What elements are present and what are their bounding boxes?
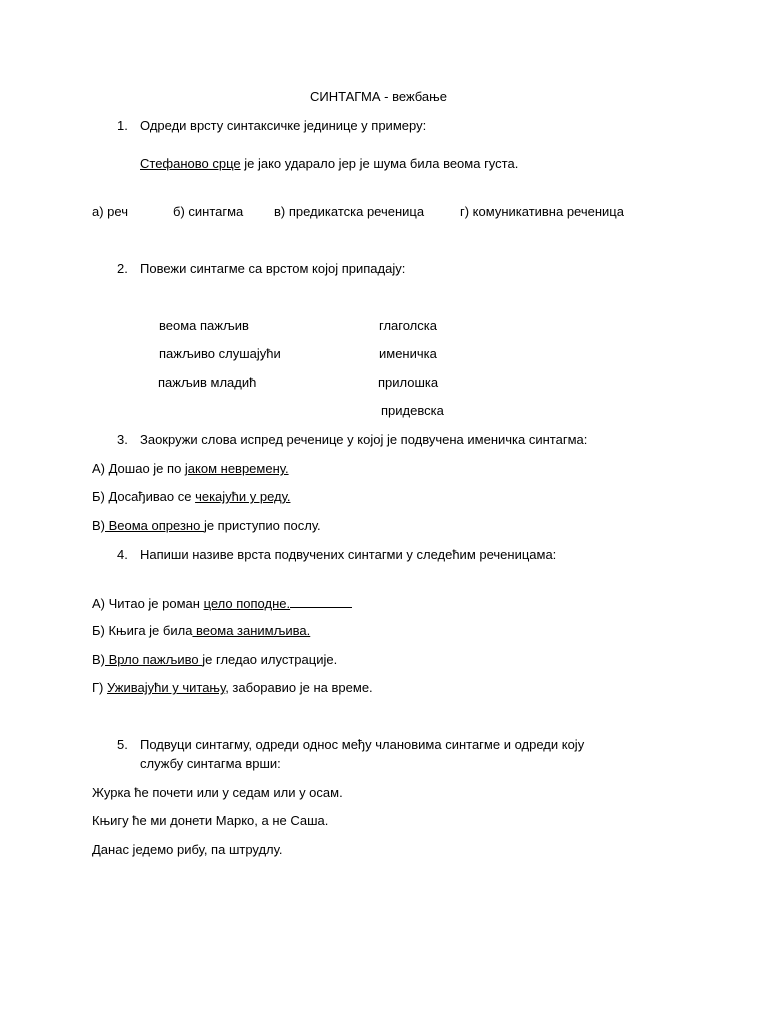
q3-sentence-c <box>92 518 321 534</box>
option-a: а) реч <box>92 204 128 219</box>
underlined-phrase: Уживајући у читању <box>106 680 226 695</box>
q4-sentence-d <box>92 680 373 696</box>
sentence-start: Б) Књига је била <box>92 623 193 638</box>
example-sentence <box>140 156 518 172</box>
sentence-start: А) Читао је роман <box>92 596 204 611</box>
right-item-2: именичка <box>379 346 437 361</box>
question-number: 3. <box>117 432 128 447</box>
q3-sentence-a <box>92 461 289 477</box>
question-3 <box>117 432 587 448</box>
option-d: г) комуникативна реченица <box>460 204 624 219</box>
underlined-phrase: чекајући у реду. <box>195 489 291 504</box>
sentence-start: Г) <box>92 680 107 695</box>
question-5-continued: службу синтагма врши: <box>140 756 281 771</box>
question-number: 5. <box>117 737 128 752</box>
page-title: СИНТАГМА - вежбање <box>310 89 447 104</box>
underlined-phrase: Веома опрезно <box>105 518 204 533</box>
sentence-rest: је јако ударало јер је шума била веома густа. <box>240 156 519 171</box>
underlined-phrase: јаком невремену. <box>184 461 289 476</box>
answer-blank[interactable] <box>290 595 352 608</box>
right-item-1: глаголска <box>379 318 437 333</box>
question-number: 4. <box>117 547 128 562</box>
question-text: Напиши називе врста подвучених синтагми у следећим реченицама: <box>140 547 557 562</box>
right-item-4: придевска <box>381 403 444 418</box>
left-item-3: пажљив младић <box>158 375 257 390</box>
underlined-phrase: цело поподне. <box>203 596 291 611</box>
q5-sentence-3: Данас једемо рибу, па штрудлу. <box>92 842 283 857</box>
q5-sentence-2: Књигу ће ми донети Марко, а не Саша. <box>92 813 329 828</box>
question-text: Подвуци синтагму, одреди однос међу члановима синтагме и одреди коју <box>140 737 585 752</box>
q4-sentence-a <box>92 595 352 612</box>
question-text: Повежи синтагме са врстом којој припадају: <box>140 261 406 276</box>
q4-sentence-b <box>92 623 310 639</box>
sentence-start: Б) Досађивао се <box>92 489 196 504</box>
q5-sentence-1: Журка ће почети или у седам или у осам. <box>92 785 343 800</box>
sentence-start: В) <box>92 518 105 533</box>
sentence-start: В) <box>92 652 105 667</box>
right-item-3: прилошка <box>378 375 439 390</box>
question-text: Одреди врсту синтаксичке јединице у примеру: <box>140 118 427 133</box>
question-5 <box>117 737 584 753</box>
q4-sentence-c <box>92 652 337 668</box>
question-1 <box>117 118 426 134</box>
sentence-end: , заборавио је на време. <box>225 680 373 695</box>
question-number: 2. <box>117 261 128 276</box>
sentence-start: А) Дошао је по <box>92 461 185 476</box>
sentence-end: је гледао илустрације. <box>202 652 338 667</box>
left-item-1: веома пажљив <box>159 318 249 333</box>
q3-sentence-b <box>92 489 290 505</box>
underlined-phrase: Стефаново срце <box>140 156 241 171</box>
underlined-phrase: веома занимљива. <box>192 623 311 638</box>
question-text: Заокружи слова испред реченице у којој је подвучена именичка синтагма: <box>140 432 588 447</box>
question-number: 1. <box>117 118 128 133</box>
question-4 <box>117 547 556 563</box>
option-b: б) синтагма <box>173 204 244 219</box>
sentence-end: је приступио послу. <box>203 518 321 533</box>
option-c: в) предикатска реченица <box>274 204 425 219</box>
underlined-phrase: Врло пажљиво <box>105 652 203 667</box>
question-2 <box>117 261 405 277</box>
left-item-2: пажљиво слушајући <box>159 346 281 361</box>
